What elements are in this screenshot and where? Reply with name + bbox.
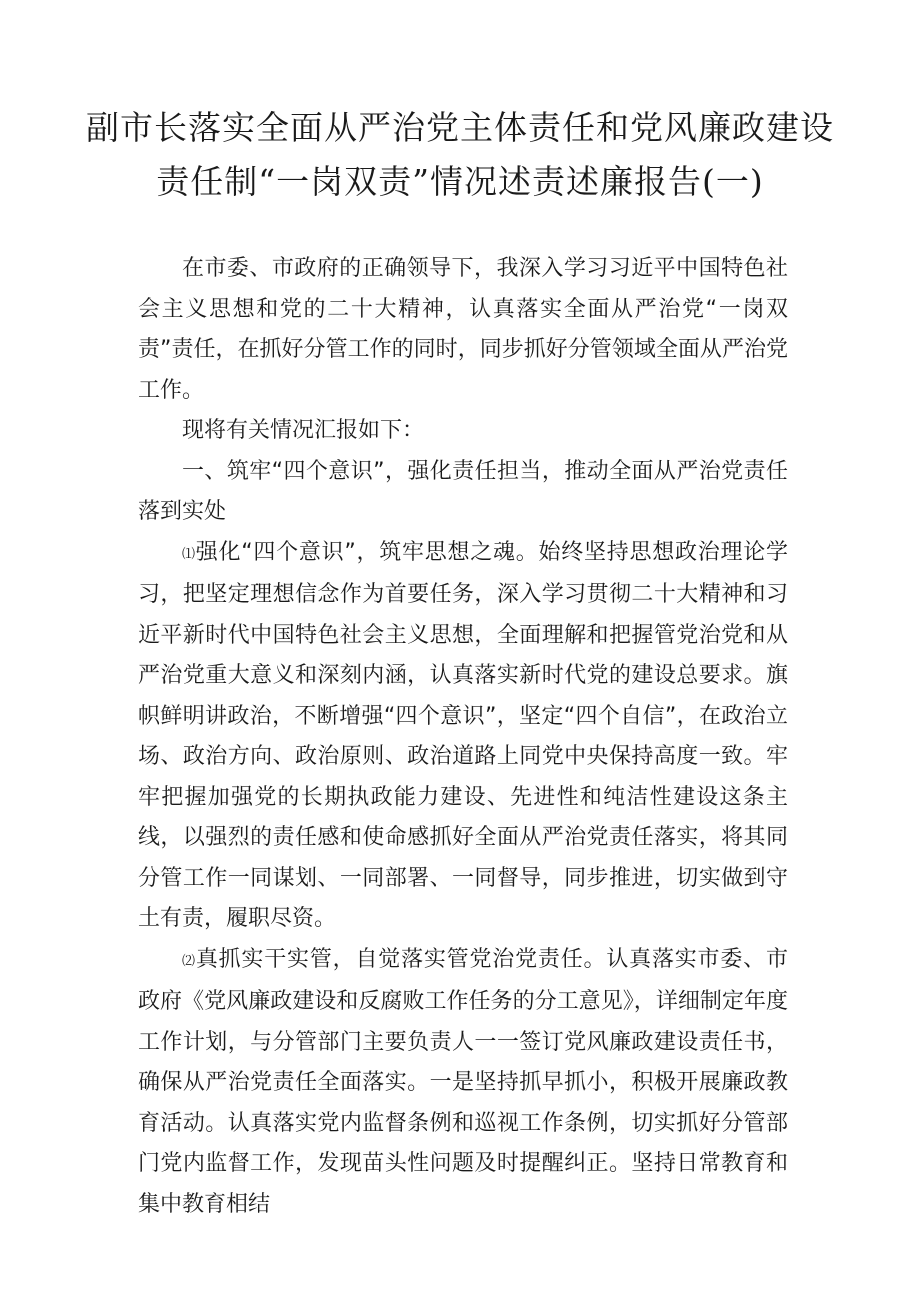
paragraph-item-1: [138, 533, 788, 940]
document-body: [138, 249, 788, 1225]
paragraph-text: 在市委、市政府的正确领导下，我深入学习习近平中国特色社会主义思想和党的二十大精神，认真落实全面从严治党“一岗双责”责任，在抓好分管工作的同时，同步抓好分管领域全面从严治党工作。: [138, 256, 788, 403]
section-heading-1: [138, 452, 788, 533]
paragraph-report-lead: [138, 411, 788, 452]
item-number: ⑴: [182, 546, 196, 562]
document-title-line-2: 责任制“一岗双责”情况述责述廉报告(一): [156, 162, 764, 201]
paragraph-text: 现将有关情况汇报如下：: [182, 418, 425, 443]
paragraph-intro: [138, 249, 788, 411]
item-number: ⑵: [182, 953, 196, 969]
document-title-line-1: 副市长落实全面从严治党主体责任和党风廉政建设: [86, 108, 834, 147]
paragraph-text: 真抓实干实管，自觉落实管党治党责任。认真落实市委、市政府《党风廉政建设和反腐败工作任务的分工意见》，详细制定年度工作计划，与分管部门主要负责人一一签订党风廉政建设责任书，确保从严治党责任全面落实。一是坚持抓早抓小，积极开展廉政教育活动。认真落实党内监督条例和巡视工作条例，切实抓好分管部门党内监督工作，发现苗头性问题及时提醒纠正。坚持日常教育和集中教育相结: [138, 946, 788, 1217]
paragraph-text: 强化“四个意识”，筑牢思想之魂。始终坚持思想政治理论学习，把坚定理想信念作为首要任务，深入学习贯彻二十大精神和习近平新时代中国特色社会主义思想，全面理解和把握管党治党和从严治党重大意义和深刻内涵，认真落实新时代党的建设总要求。旗帜鲜明讲政治，不断增强“四个意识”，坚定“四个自信”，在政治立场、政治方向、政治原则、政治道路上同党中央保持高度一致。牢牢把握加强党的长期执政能力建设、先进性和纯洁性建设这条主线，以强烈的责任感和使命感抓好全面从严治党责任落实，将其同分管工作一同谋划、一同部署、一同督导，同步推进，切实做到守土有责，履职尽资。: [138, 539, 788, 931]
section-heading-text: 一、筑牢“四个意识”，强化责任担当，推动全面从严治党责任落到实处: [138, 458, 788, 524]
paragraph-item-2: [138, 940, 788, 1226]
